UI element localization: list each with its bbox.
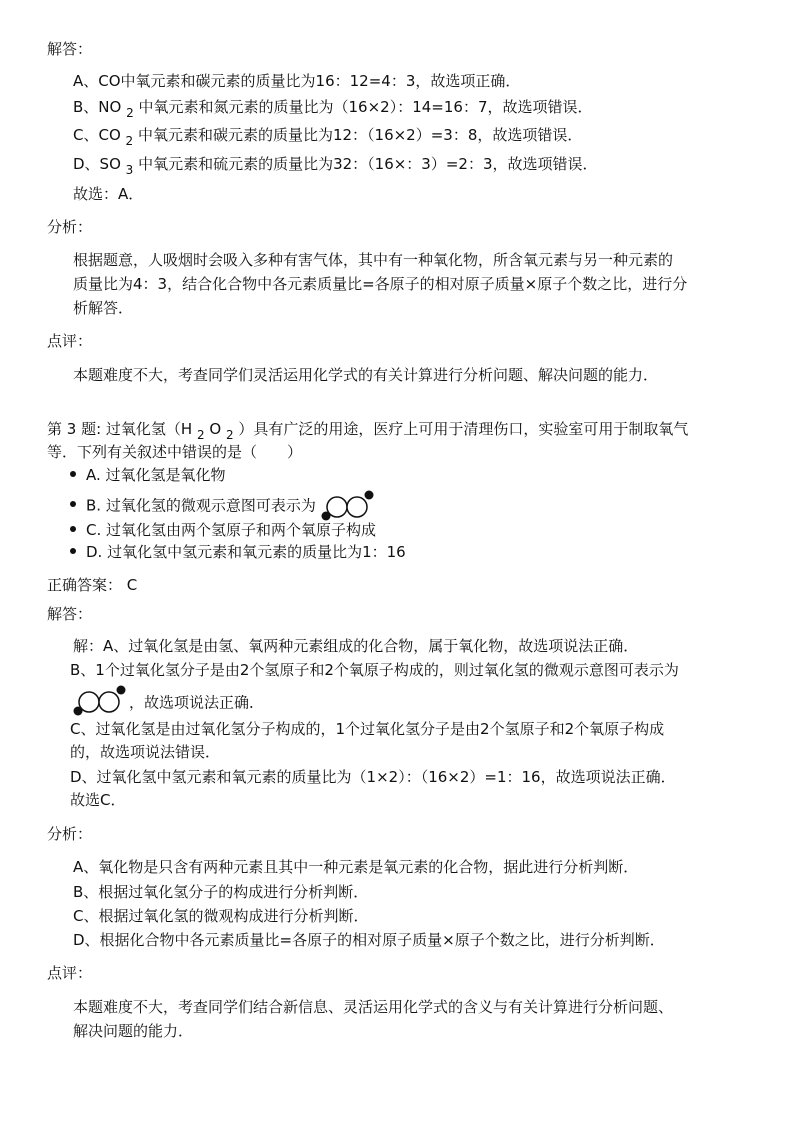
answer3-line: 故选C． — [70, 791, 126, 809]
answer1-conclusion: 故选：A． — [73, 185, 144, 203]
option-c: C. 过氧化氢由两个氢原子和两个氧原子构成 — [70, 519, 376, 541]
correct-answer: 正确答案： C — [47, 576, 138, 594]
option-b: B. 过氧化氢的微观示意图可表示为 — [70, 489, 377, 523]
answer3-line: 的，故选项说法错误． — [70, 743, 221, 761]
analysis3-line: A、氧化物是只含有两种元素且其中一种元素是氧元素的化合物，据此进行分析判断． — [73, 858, 639, 876]
answer3-line: C、过氧化氢是由过氧化氢分子构成的，1个过氧化氢分子是由2个氢原子和2个氧原子构成 — [70, 720, 665, 738]
answer1-line-c: C、CO $_2$ 中氧元素和碳元素的质量比为12：（16×2）=3：8，故选项错误． — [73, 126, 583, 148]
option-a: A. 过氧化氢是氧化物 — [70, 464, 226, 486]
comment1-heading: 点评： — [47, 332, 93, 350]
comment3-line: 解决问题的能力． — [73, 1022, 194, 1040]
analysis1-line: 析解答． — [73, 299, 134, 317]
answer3-line-b-cont: ，故选项说法正确． — [73, 686, 264, 720]
answer3-line: D、过氧化氢中氢元素和氧元素的质量比为（1×2）：（16×2）=1：16，故选项说法正确． — [70, 768, 676, 786]
answer1-heading: 解答： — [47, 40, 93, 58]
comment3-heading: 点评： — [47, 964, 93, 982]
bullet-icon — [70, 471, 76, 477]
answer3-line: B、1个过氧化氢分子是由2个氢原子和2个氧原子构成的，则过氧化氢的微观示意图可表示为 — [70, 661, 679, 679]
comment1-line: 本题难度不大，考查同学们灵活运用化学式的有关计算进行分析问题、解决问题的能力． — [73, 366, 659, 384]
question3-stem-line2: 等．下列有关叙述中错误的是（ ） — [47, 443, 303, 461]
comment3-line: 本题难度不大，考查同学们结合新信息、灵活运用化学式的含义与有关计算进行分析问题、 — [73, 998, 674, 1016]
answer1-line-b: B、NO $_2$ 中氧元素和氮元素的质量比为（16×2）：14=16：7，故选项错误． — [73, 98, 593, 120]
analysis1-heading: 分析： — [47, 218, 93, 236]
analysis3-line: B、根据过氧化氢分子的构成进行分析判断． — [73, 883, 369, 901]
h2o2-molecule-icon — [73, 684, 129, 718]
answer1-line-a: A、CO中氧元素和碳元素的质量比为16：12=4：3，故选项正确． — [73, 72, 521, 90]
analysis3-heading: 分析： — [47, 825, 93, 843]
answer3-line: 解：A、过氧化氢是由氢、氧两种元素组成的化合物，属于氧化物，故选项说法正确． — [73, 637, 639, 655]
question3-stem-line1: 第 3 题: 过氧化氢（H $_2$ O $_2$ ）具有广泛的用途，医疗上可用于清理伤口，实验室可用于制取氧气 — [47, 420, 689, 442]
bullet-icon — [70, 501, 76, 507]
answer3-heading: 解答： — [47, 605, 93, 623]
analysis3-line: C、根据过氧化氢的微观构成进行分析判断． — [73, 907, 369, 925]
option-d: D. 过氧化氢中氢元素和氧元素的质量比为1：16 — [70, 541, 406, 563]
analysis1-line: 质量比为4：3，结合化合物中各元素质量比=各原子的相对原子质量×原子个数之比，进行分 — [73, 275, 688, 293]
analysis1-line: 根据题意，人吸烟时会吸入多种有害气体，其中有一种氧化物，所含氧元素与另一种元素的 — [73, 251, 674, 269]
answer1-line-d: D、SO $_3$ 中氧元素和硫元素的质量比为32：（16×：3）=2：3，故选项错误． — [73, 155, 598, 177]
correct-answer-value: C — [126, 576, 138, 594]
bullet-icon — [70, 548, 76, 554]
analysis3-line: D、根据化合物中各元素质量比=各原子的相对原子质量×原子个数之比，进行分析判断． — [73, 931, 665, 949]
h2o2-molecule-icon — [321, 489, 377, 523]
bullet-icon — [70, 526, 76, 532]
